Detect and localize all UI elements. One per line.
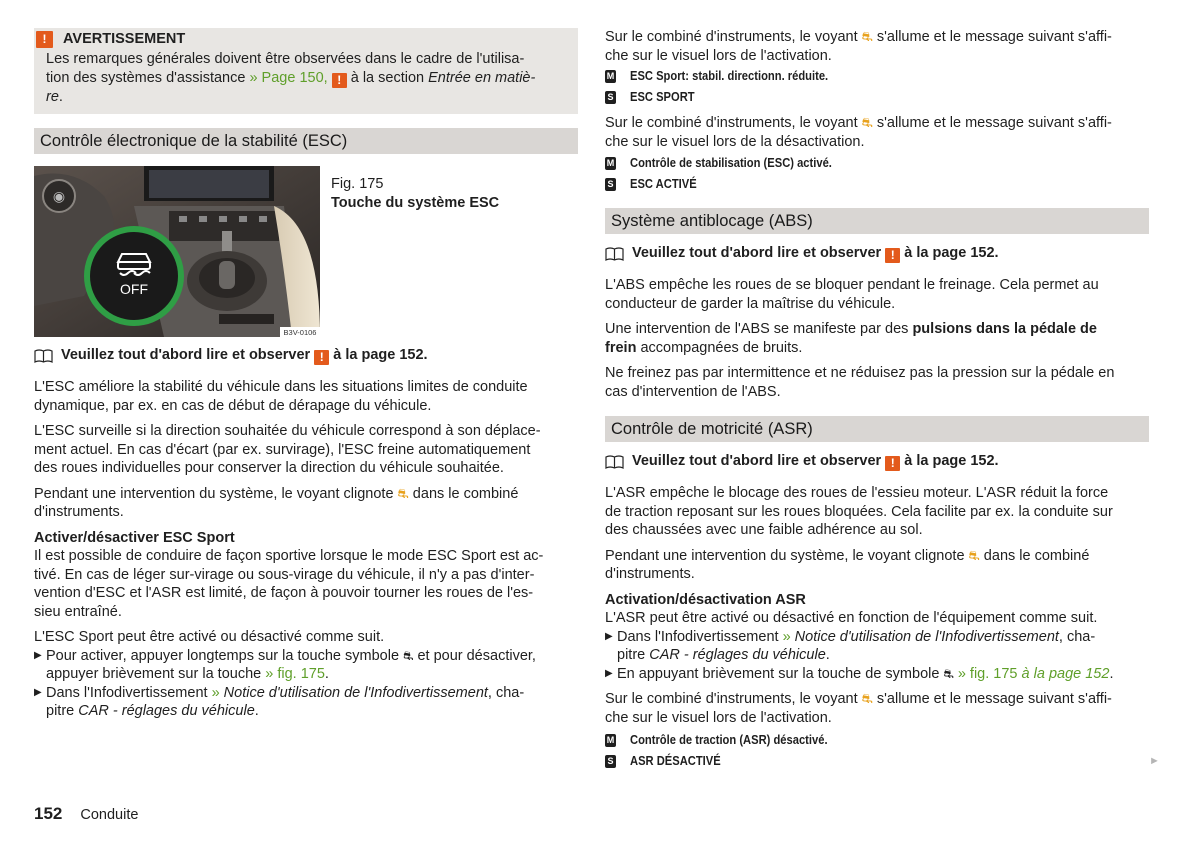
paragraph-line: dans le combiné — [408, 485, 519, 502]
bullet-arrow-icon: ▶ — [34, 649, 42, 661]
warning-line: à la section — [346, 69, 429, 86]
message-text: ESC SPORT — [630, 89, 695, 104]
list-text: . — [825, 647, 830, 663]
book-icon — [34, 349, 53, 363]
paragraph-line: pulsions dans la pédale de — [912, 321, 1097, 337]
message-text: Contrôle de stabilisation (ESC) activé. — [630, 155, 832, 170]
warning-box — [34, 28, 578, 114]
segment-badge: S — [605, 755, 616, 768]
list-text: et pour désactiver, — [413, 647, 536, 664]
read-first-text: à la page 152. — [900, 453, 999, 469]
paragraph-line: des roues individuelles pour conserver la direction du véhicule souhaitée. — [34, 460, 504, 476]
warning-icon: ! — [885, 248, 900, 263]
paragraph-line: sieu entraîné. — [34, 603, 122, 620]
list-text: . — [1109, 665, 1114, 682]
bullet-arrow-icon: ▶ — [605, 630, 613, 642]
list-text: Dans l'Infodivertissement — [46, 684, 212, 701]
asr-subheading: Activation/désactivation ASR — [605, 591, 806, 608]
abs-heading: Système antiblocage (ABS) — [605, 208, 1149, 234]
paragraph-line: L'ASR empêche le blocage des roues de l'essieu moteur. L'ASR réduit la force — [605, 485, 1109, 501]
paragraph-line: d'instruments. — [34, 504, 124, 520]
list-text: . — [254, 703, 259, 719]
esc-warning-lamp-icon: ⛐ — [968, 547, 980, 563]
list-item — [605, 628, 1149, 665]
warning-line: re — [46, 88, 59, 105]
list-text: Dans l'Infodivertissement — [617, 628, 783, 645]
maxi-dot-badge: M — [606, 70, 615, 81]
warning-line: tion des systèmes d'assistance — [46, 69, 250, 86]
paragraph-line: s'allume et le message suivant s'affi- — [872, 29, 1112, 45]
bullet-arrow-icon: ▶ — [34, 686, 42, 698]
display-message-segment — [605, 88, 705, 107]
paragraph-line: Sur le combiné d'instruments, le voyant — [605, 115, 862, 131]
esc-warning-lamp-icon: ⛐ — [861, 29, 873, 44]
warning-icon: ! — [332, 73, 347, 88]
warning-icon: ! — [36, 31, 53, 48]
paragraph-line: Ne freinez pas par intermittence et ne réduisez pas la pression sur la pédale en — [605, 365, 1115, 381]
maxi-dot-badge: M — [606, 734, 615, 745]
list-text: appuyer brièvement sur la touche — [46, 666, 266, 682]
paragraph-line: Il est possible de conduire de façon sportive lorsque le mode ESC Sport est ac- — [34, 548, 544, 564]
esc-heading: Contrôle électronique de la stabilité (ESC) — [34, 128, 578, 154]
message-text: Contrôle de traction (ASR) désactivé. — [630, 732, 828, 747]
message-text: ASR DÉSACTIVÉ — [630, 753, 721, 768]
paragraph-line: frein — [605, 339, 637, 356]
abs-read-first — [605, 244, 999, 263]
list-item — [605, 665, 1149, 684]
paragraph-line: dynamique, par ex. en cas de début de dérapage du véhicule. — [34, 397, 432, 414]
esc-deactivation-text — [605, 114, 1149, 151]
paragraph-line: Pendant une intervention du système, le voyant clignote — [34, 485, 398, 502]
paragraph-line: L'ABS empêche les roues de se bloquer pendant le freinage. Cela permet au — [605, 277, 1099, 293]
read-first-text: à la page 152. — [900, 245, 999, 261]
paragraph-line: che sur le visuel lors de l'activation. — [605, 709, 832, 726]
paragraph-line: Pendant une intervention du système, le voyant clignote — [605, 547, 969, 564]
segment-badge: S — [605, 91, 616, 104]
read-first-text: Veuillez tout d'abord lire et observer — [61, 347, 315, 363]
figure-link[interactable]: » fig. 175 — [957, 665, 1018, 682]
paragraph-line: Sur le combiné d'instruments, le voyant — [605, 691, 862, 707]
paragraph-line: tivé. En cas de léger sur-virage ou sous-virage du véhicule, il n'y a pas d'inter- — [34, 566, 535, 583]
esc-button-symbol-icon: ⛐ — [403, 648, 414, 663]
list-item — [34, 684, 578, 721]
read-first-text: Veuillez tout d'abord lire et observer — [632, 453, 886, 469]
paragraph-line: s'allume et le message suivant s'affi- — [872, 691, 1112, 707]
warning-text — [46, 50, 564, 106]
display-message-maxi — [605, 731, 860, 750]
display-message-maxi — [605, 154, 865, 173]
reference-link[interactable]: » — [782, 628, 791, 645]
paragraph-line: des chaussées avec une faible adhérence au sol. — [605, 522, 923, 538]
paragraph-line: che sur le visuel lors de l'activation. — [605, 47, 832, 64]
asr-heading: Contrôle de motricité (ASR) — [605, 416, 1149, 442]
abs-body — [605, 276, 1149, 401]
esc-figure-image — [34, 166, 320, 337]
warning-line: . — [58, 88, 63, 105]
paragraph-line: L'ESC améliore la stabilité du véhicule dans les situations limites de conduite — [34, 379, 528, 395]
book-icon — [605, 455, 624, 469]
warning-title: AVERTISSEMENT — [63, 30, 186, 47]
svg-text:◉: ◉ — [52, 189, 66, 205]
page-footer — [34, 805, 138, 825]
list-text: pitre — [46, 703, 79, 719]
esc-read-first — [34, 346, 428, 365]
esc-warning-lamp-icon: ⛐ — [861, 691, 873, 706]
figure-link[interactable]: » fig. 175 — [265, 666, 325, 682]
list-text: . — [324, 666, 329, 682]
list-item — [34, 647, 578, 684]
figure-number: Fig. 175 — [331, 176, 384, 192]
list-text: Notice d'utilisation de l'Infodivertissement — [219, 684, 488, 701]
display-message-segment — [605, 752, 735, 771]
paragraph-line: L'ASR peut être activé ou désactivé en fonction de l'équipement comme suit. — [605, 610, 1098, 626]
esc-button-symbol-icon: ⛐ — [943, 666, 954, 681]
list-text: CAR - réglages du véhicule — [649, 647, 826, 663]
esc-warning-lamp-icon: ⛐ — [397, 485, 409, 501]
display-message-maxi — [605, 67, 860, 86]
segment-badge: S — [605, 178, 616, 191]
warning-icon: ! — [314, 350, 329, 365]
esc-body — [34, 378, 578, 721]
next-page-arrow-icon[interactable]: ► — [1149, 755, 1160, 767]
paragraph-line: vention d'ESC et l'ASR est limité, de façon à pouvoir tourner les roues de l'es- — [34, 585, 534, 601]
warning-line: Les remarques générales doivent être observées dans le cadre de l'utilisa- — [46, 51, 525, 67]
paragraph-line: cas d'intervention de l'ABS. — [605, 383, 781, 400]
paragraph-line: d'instruments. — [605, 566, 695, 582]
page-link[interactable]: à la page 152 — [1017, 665, 1110, 682]
paragraph-line: Sur le combiné d'instruments, le voyant — [605, 29, 862, 45]
paragraph-line: ment actuel. En cas d'écart (par ex. survirage), l'ESC freine automatiquement — [34, 441, 531, 458]
list-text: pitre — [617, 647, 650, 663]
paragraph-line: che sur le visuel lors de la désactivation. — [605, 133, 865, 150]
list-text: , cha- — [487, 684, 525, 701]
paragraph-line: conducteur de garder la maîtrise du véhicule. — [605, 295, 896, 312]
read-first-text: Veuillez tout d'abord lire et observer — [632, 245, 886, 261]
list-text: , cha- — [1058, 628, 1096, 645]
figure-code: B3V-0106 — [283, 328, 317, 337]
paragraph-line: L'ESC surveille si la direction souhaitée du véhicule correspond à son déplace- — [34, 423, 541, 439]
paragraph-line: Une intervention de l'ABS se manifeste par des — [605, 321, 913, 337]
chapter-name: Conduite — [80, 807, 139, 823]
page-link[interactable]: » Page 150, — [249, 69, 328, 86]
warning-header — [36, 30, 185, 48]
warning-icon: ! — [885, 456, 900, 471]
display-message-segment — [605, 175, 708, 194]
esc-sport-heading: Activer/désactiver ESC Sport — [34, 529, 235, 546]
paragraph-line: L'ESC Sport peut être activé ou désactivé comme suit. — [34, 629, 385, 645]
list-text: CAR - réglages du véhicule — [78, 703, 255, 719]
paragraph-line: dans le combiné — [979, 547, 1090, 564]
reference-link[interactable]: » — [211, 684, 220, 701]
esc-off-label: OFF — [120, 281, 148, 297]
paragraph-line: s'allume et le message suivant s'affi- — [872, 115, 1112, 131]
asr-body — [605, 484, 1149, 727]
paragraph-line: accompagnées de bruits. — [636, 339, 803, 356]
message-text: ESC ACTIVÉ — [630, 176, 697, 191]
list-text: Pour activer, appuyer longtemps sur la touche symbole — [46, 647, 404, 664]
read-first-text: à la page 152. — [329, 347, 428, 363]
warning-line: Entrée en matiè- — [428, 69, 536, 86]
paragraph-line: de traction reposant sur les roues bloquées. Cela facilite par ex. la conduite sur — [605, 503, 1113, 520]
figure-title: Touche du système ESC — [331, 194, 500, 211]
figure-caption — [331, 175, 499, 212]
esc-warning-lamp-icon: ⛐ — [861, 115, 873, 130]
asr-read-first — [605, 452, 999, 471]
message-text: ESC Sport: stabil. directionn. réduite. — [630, 68, 829, 83]
page-number: 152 — [34, 804, 63, 823]
list-text: Notice d'utilisation de l'Infodivertissement — [790, 628, 1059, 645]
maxi-dot-badge: M — [606, 157, 615, 168]
dashboard-illustration — [34, 166, 320, 337]
list-text: En appuyant brièvement sur la touche de symbole — [617, 665, 944, 682]
bullet-arrow-icon: ▶ — [605, 667, 613, 679]
book-icon — [605, 247, 624, 261]
esc-activation-text — [605, 28, 1149, 65]
